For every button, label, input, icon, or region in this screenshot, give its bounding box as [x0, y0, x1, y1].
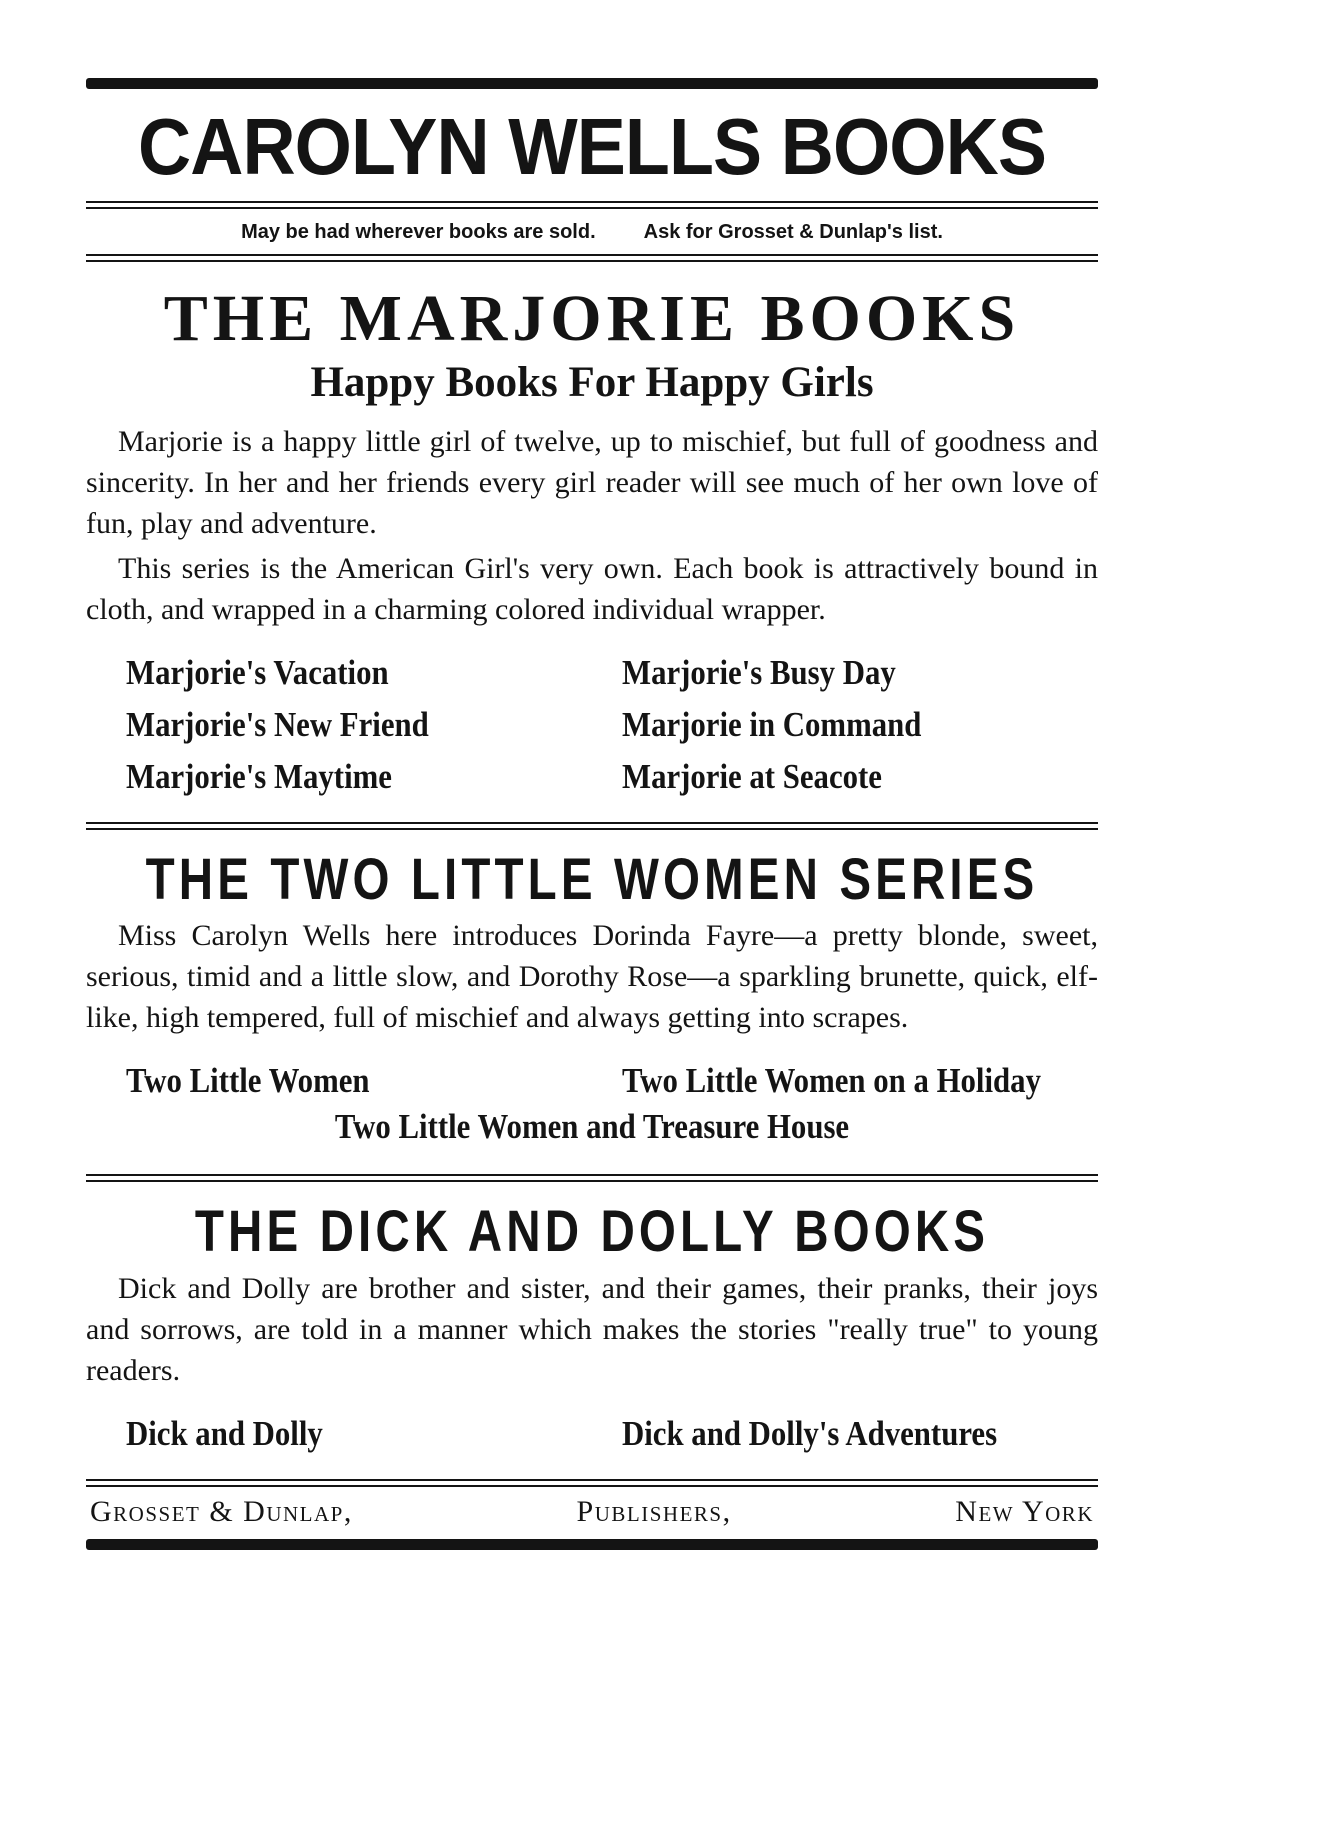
footer-rule — [86, 1479, 1098, 1487]
book-title: Marjorie's New Friend — [126, 704, 429, 744]
marjorie-section — [86, 284, 1098, 800]
book-list — [126, 650, 1098, 800]
publisher-name: Grosset & Dunlap, — [90, 1495, 353, 1529]
two-little-women-section — [86, 848, 1098, 1151]
book-title: Marjorie's Busy Day — [622, 652, 896, 692]
dick-and-dolly-section — [86, 1200, 1098, 1457]
book-title: Dick and Dolly's Adventures — [622, 1414, 998, 1454]
publisher-role: Publishers, — [576, 1495, 732, 1529]
book-title: Marjorie's Vacation — [126, 652, 389, 692]
section-tagline: Happy Books For Happy Girls — [310, 359, 874, 407]
book-title: Two Little Women and Treasure House — [334, 1107, 850, 1147]
header-rule — [86, 254, 1098, 262]
publisher-footer — [86, 1487, 1098, 1539]
book-title: Marjorie at Seacote — [622, 756, 882, 796]
availability-line — [86, 221, 1098, 244]
advertisement-page — [86, 78, 1098, 1550]
section-divider — [86, 822, 1098, 830]
section-title: THE DICK AND DOLLY BOOKS — [194, 1199, 990, 1265]
title-rule — [86, 201, 1098, 209]
section-divider — [86, 1174, 1098, 1182]
book-title: Two Little Women on a Holiday — [621, 1061, 1041, 1101]
book-list — [126, 1411, 1098, 1457]
section-title: THE MARJORIE BOOKS — [163, 282, 1021, 355]
section-title: THE TWO LITTLE WOMEN SERIES — [145, 846, 1039, 912]
page-title: CAROLYN WELLS BOOKS — [137, 102, 1047, 191]
section-paragraph: Miss Carolyn Wells here introduces Dorinda Fayre—a pretty blonde, sweet, serious, timid and a little slow, and Dorothy Rose—a sparkling brunette, quick, elf-like, high tempered, full of mischief and always getting into scrapes. — [86, 919, 1098, 1035]
book-list — [126, 1058, 1098, 1104]
book-title: Two Little Women — [126, 1061, 370, 1101]
book-title: Marjorie in Command — [622, 704, 922, 744]
book-title: Marjorie's Maytime — [126, 756, 392, 796]
book-title: Dick and Dolly — [126, 1414, 323, 1454]
bottom-rule — [86, 1539, 1098, 1550]
section-paragraph: This series is the American Girl's very own. Each book is attractively bound in cloth, and wrapped in a charming colored individual wrapper. — [86, 551, 1098, 626]
availability-text: May be had wherever books are sold. — [241, 221, 596, 243]
section-paragraph: Dick and Dolly are brother and sister, and their games, their pranks, their joys and sorrows, are told in a manner which makes the stories "really true" to young readers. — [86, 1272, 1098, 1388]
top-rule — [86, 78, 1098, 89]
list-note-text: Ask for Grosset & Dunlap's list. — [643, 221, 943, 243]
section-paragraph: Marjorie is a happy little girl of twelve, up to mischief, but full of goodness and sincerity. In her and her friends every girl reader will see much of her own love of fun, play and adventure. — [86, 424, 1098, 540]
publisher-city: New York — [955, 1495, 1094, 1529]
